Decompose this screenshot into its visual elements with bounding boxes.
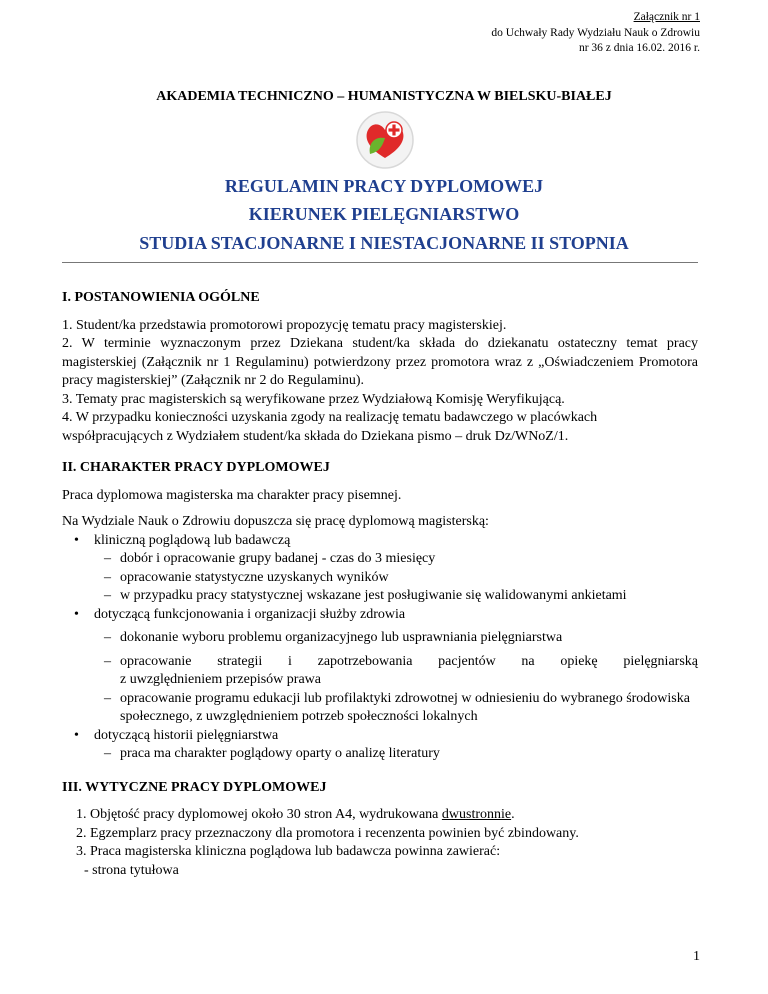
dash-icon: – (104, 653, 111, 669)
section-3-item: 2. Egzemplarz pracy przeznaczony dla promotora i recenzenta powinien być zbindowany. (76, 825, 579, 841)
dash-icon: – (104, 588, 111, 603)
bullet-icon: • (74, 727, 79, 743)
list-item: – w przypadku pracy statystycznej wskazane jest posługiwanie się walidowanymi ankietami (62, 587, 698, 606)
dash-icon: – (104, 551, 111, 566)
attachment-number: Załącznik nr 1 (633, 11, 700, 23)
section-3-subitem: - strona tytułowa (84, 862, 179, 878)
dash-icon: – (104, 630, 111, 645)
document-subtitle-field: KIERUNEK PIELĘGNIARSTWO (248, 204, 520, 224)
section-3-item: 3. Praca magisterska kliniczna poglądowa lub badawcza powinna zawierać: (76, 844, 501, 859)
list-item: – opracowanie statystyczne uzyskanych wyników (62, 569, 698, 588)
bullet-icon: • (74, 532, 79, 548)
section-1-paragraph: 2. W terminie wyznaczonym przez Dziekana student/ka składa do dziekanatu ostateczny temat pracy magisterskiej (Załącznik nr 1 Regulaminu) potwierdzony przez promotora wraz z „Oświadczeniem Promotora pracy magisterskiej” (Załącznik nr 2 do Regulaminu). (62, 336, 698, 388)
list-item: – dokonanie wyboru problemu organizacyjnego lub usprawniania pielęgniarstwa (62, 629, 698, 648)
list-item: – dobór i opracowanie grupy badanej - czas do 3 miesięcy (62, 550, 698, 569)
list-item: • kliniczną poglądową lub badawczą (62, 532, 698, 551)
list-item: – opracowanie strategii i zapotrzebowania pacjentów na opiekę pielęgniarską z uwzględnieniem przepisów prawa (104, 653, 698, 687)
list-item: • dotyczącą funkcjonowania i organizacji służby zdrowia (62, 606, 698, 625)
section-2-paragraph: Na Wydziale Nauk o Zdrowiu dopuszcza się pracę dyplomową magisterską: (62, 514, 489, 529)
dash-icon: – (104, 569, 111, 585)
section-2-heading: II. CHARAKTER PRACY DYPLOMOWEJ (62, 460, 330, 475)
document-body (62, 289, 698, 880)
attachment-resolution: do Uchwały Rady Wydziału Nauk o Zdrowiu (491, 26, 700, 39)
faculty-logo-icon (354, 110, 416, 170)
page-number: 1 (693, 949, 700, 964)
dash-icon: – (104, 746, 111, 761)
list-item: – opracowanie programu edukacji lub profilaktyki zdrowotnej w odniesieniu do wybranego środowiska społecznego, z uwzględnieniem potrzeb społeczności lokalnych (104, 690, 690, 724)
document-title: REGULAMIN PRACY DYPLOMOWEJ (224, 176, 544, 196)
list-item: – praca ma charakter poglądowy oparty o analizę literatury (62, 745, 698, 764)
section-1-paragraph: 3. Tematy prac magisterskich są weryfikowane przez Wydziałową Komisję Weryfikującą. (62, 391, 565, 407)
section-2-paragraph: Praca dyplomowa magisterska ma charakter pracy pisemnej. (62, 487, 402, 503)
list-item: • dotyczącą historii pielęgniarstwa (62, 727, 698, 746)
document-subtitle-level: STUDIA STACJONARNE I NIESTACJONARNE II STOPNIA (139, 233, 629, 253)
section-3-item: 1. Objętość pracy dyplomowej około 30 stron A4, wydrukowana dwustronnie. (76, 807, 515, 822)
section-1-heading: I. POSTANOWIENIA OGÓLNE (62, 290, 260, 305)
section-1-paragraph: 4. W przypadku konieczności uzyskania zgody na realizację tematu badawczego w placówkach współpracujących z Wydziałem student/ka składa do Dziekana pismo – druk Dz/WNoZ/1. (62, 410, 598, 444)
institution-name: AKADEMIA TECHNICZNO – HUMANISTYCZNA W BIELSKU-BIAŁEJ (156, 89, 612, 104)
attachment-note (491, 10, 700, 57)
section-3-heading: III. WYTYCZNE PRACY DYPLOMOWEJ (62, 779, 327, 795)
attachment-date: nr 36 z dnia 16.02. 2016 r. (578, 42, 700, 54)
title-divider (62, 262, 698, 263)
bullet-icon: • (74, 606, 79, 622)
section-1-paragraph: 1. Student/ka przedstawia promotorowi propozycję tematu pracy magisterskiej. (62, 317, 507, 333)
dash-icon: – (104, 690, 111, 706)
